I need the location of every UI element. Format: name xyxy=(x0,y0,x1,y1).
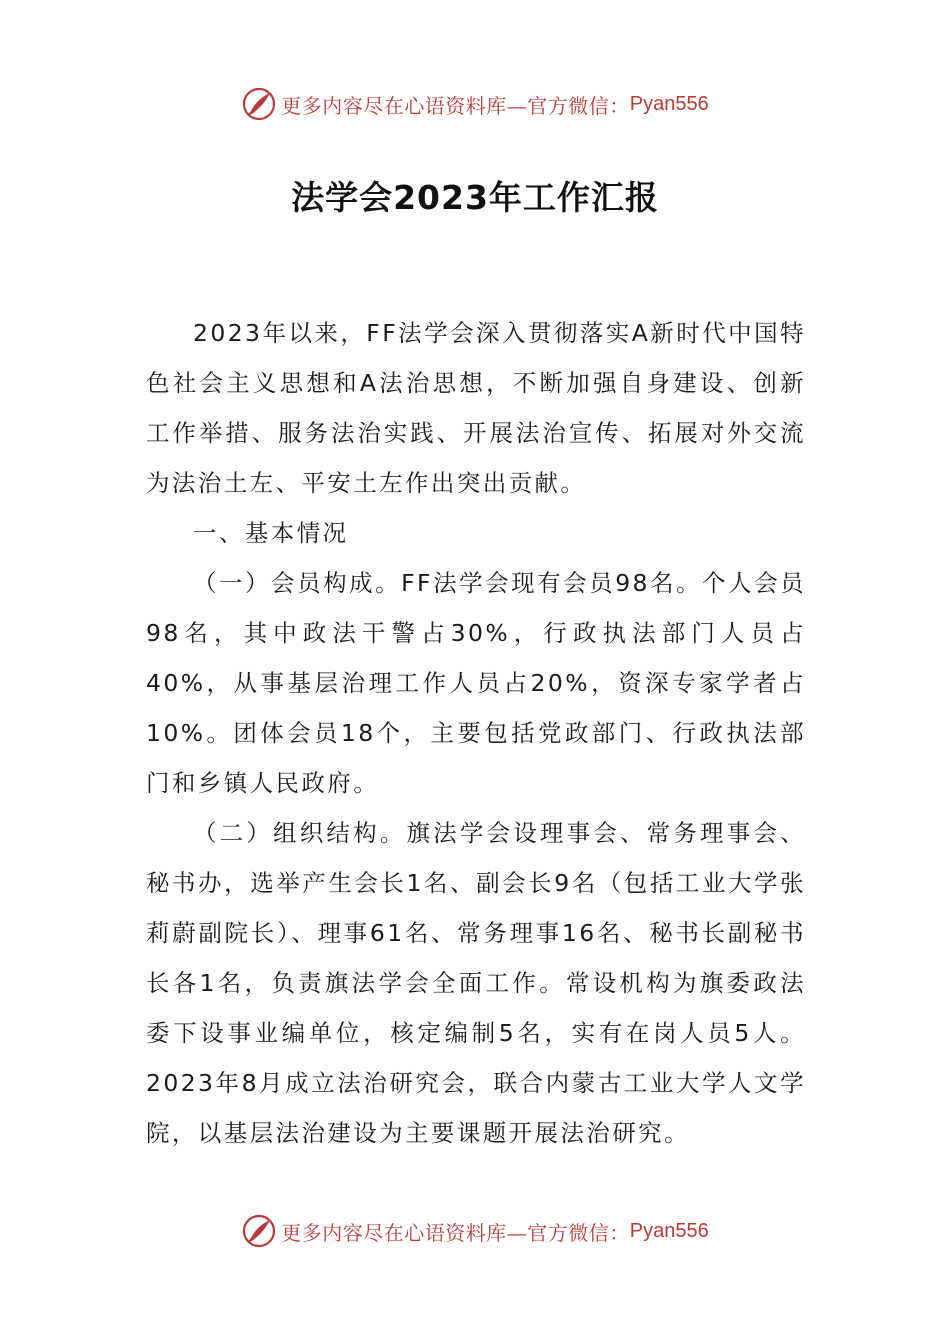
quill-logo-icon xyxy=(241,86,277,122)
banner-text: 更多内容尽在心语资料库—官方微信： xyxy=(281,93,630,118)
banner-wechat-id: Pyan556 xyxy=(629,92,709,115)
paragraph-intro: 2023年以来，FF法学会深入贯彻落实A新时代中国特色社会主义思想和A法治思想，不断加强自身建设、创新工作举措、服务法治实践、开展法治宣传、拓展对外交流为法治土左、平安土左作出突出贡献。 xyxy=(146,319,806,497)
banner-text: 更多内容尽在心语资料库—官方微信： xyxy=(281,1220,630,1245)
quill-logo-icon xyxy=(241,1213,277,1249)
paragraph-membership: （一）会员构成。FF法学会现有会员98名。个人会员98名，其中政法干警占30%，行政执法部门人员占40%，从事基层治理工作人员占20%，资深专家学者占10%。团体会员18个，主要包括党政部门、行政执法部门和乡镇人民政府。 xyxy=(146,569,806,797)
banner-wechat-id: Pyan556 xyxy=(629,1219,709,1242)
paragraph-organization: （二）组织结构。旗法学会设理事会、常务理事会、秘书办，选举产生会长1名、副会长9名（包括工业大学张莉蔚副院长）、理事61名、常务理事16名、秘书长副秘书长各1名，负责旗法学会全面工作。常设机构为旗委政法委下设事业编单位，核定编制5名，实有在岗人员5人。2023年8月成立法治研究会，联合内蒙古工业大学人文学院，以基层法治建设为主要课题开展法治研究。 xyxy=(146,819,806,1147)
document-title: 法学会2023年工作汇报 xyxy=(291,178,659,217)
section-heading-basic: 一、基本情况 xyxy=(193,519,349,547)
header-watermark-banner xyxy=(0,84,950,124)
document-body xyxy=(146,308,806,1158)
footer-watermark-banner xyxy=(0,1211,950,1251)
